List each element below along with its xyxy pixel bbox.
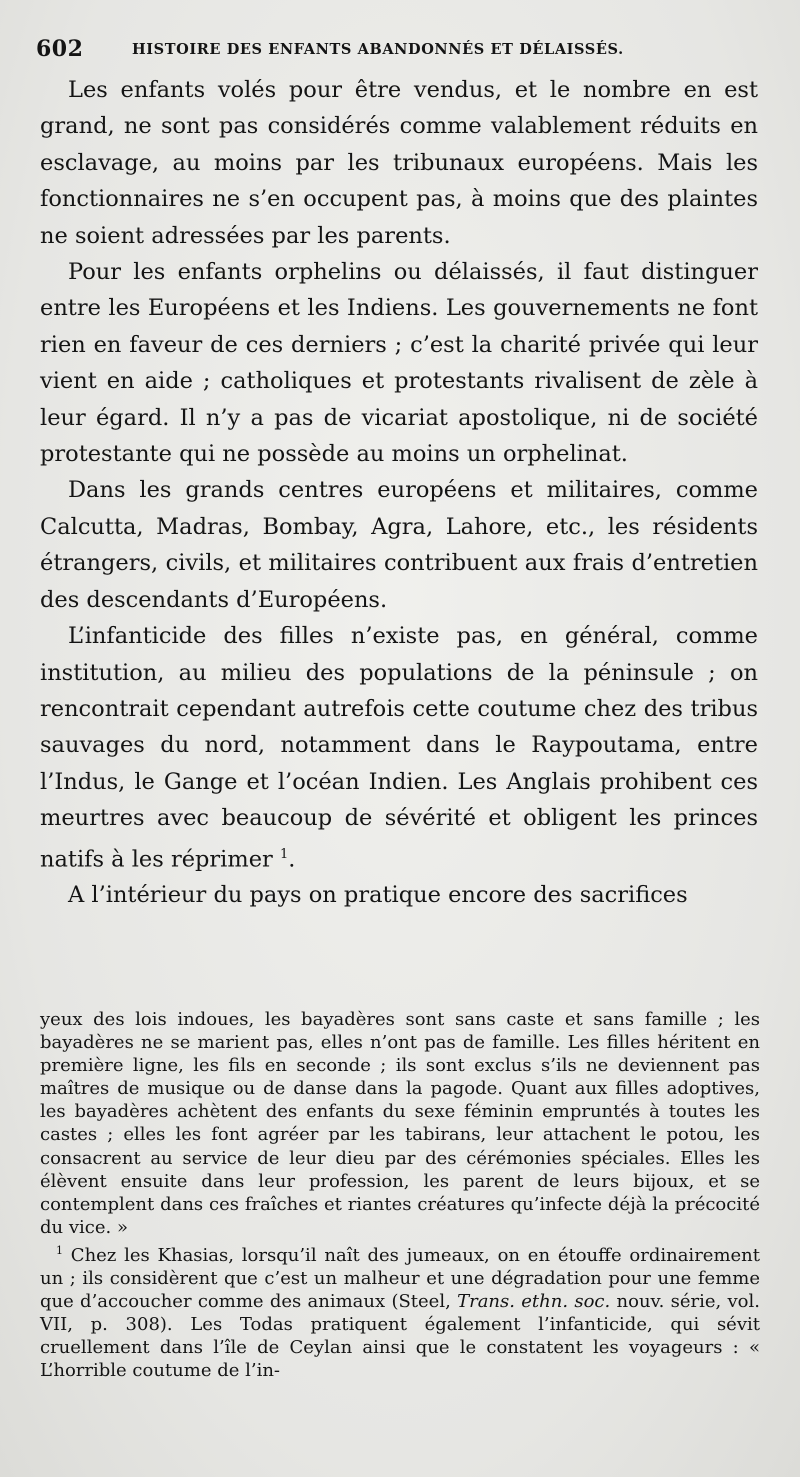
page-number: 602 xyxy=(36,36,84,62)
running-title: HISTOIRE DES ENFANTS ABANDONNÉS ET DÉLAISSÉS. xyxy=(132,41,624,58)
page-header xyxy=(36,36,766,64)
paragraph-orphans: Pour les enfants orphelins ou délaissés, il faut distinguer entre les Européens et les Indiens. Les gouvernements ne font rien en faveur de ces derniers ; c’est la charité privée qui leur vient en aide ; catholiques et protestants rivalisent de zèle à leur égard. Il n’y a pas de vicariat apostolique, ni de société protestante qui ne possède au moins un orphelinat. xyxy=(40,259,758,468)
paragraph-european-centres: Dans les grands centres européens et militaires, comme Calcutta, Madras, Bombay, Agra, Lahore, etc., les résidents étrangers, civils, et militaires contribuent aux frais d’entretien des descendants d’Européens. xyxy=(40,477,758,613)
main-text xyxy=(40,72,758,914)
footnote-reference: 1 xyxy=(279,846,289,862)
footnote-1-citation: Trans. ethn. soc. xyxy=(457,1291,611,1313)
footnote-1-text-b: nouv. série, vol. VII, p. 308). Les Todas pratiquent également l’infanticide, qui sévit cruellement dans l’île de Ceylan ainsi que le constatent les voyageurs : « L’horrible coutume de l’in- xyxy=(40,1291,760,1382)
footnote-marker: 1 xyxy=(56,1243,63,1257)
paragraph-sacrifices: A l’intérieur du pays on pratique encore des sacrifices xyxy=(68,882,688,909)
footnote-1-text-a: Chez les Khasias, lorsqu’il naît des jumeaux, on en étouffe ordinairement un ; ils considèrent que c’est un malheur et une dégradation pour une femme que d’accoucher comme des animaux (Steel, xyxy=(40,1244,760,1313)
footnote-continuation: yeux des lois indoues, les bayadères sont sans caste et sans famille ; les bayadères ne se marient pas, elles n’ont pas de famille. Les filles héritent en première ligne, les fils en seconde ; ils sont exclus s’ils ne deviennent pas maîtres de musique ou de danse dans la pagode. Quant aux filles adoptives, les bayadères achètent des enfants du sexe féminin empruntés à toutes les castes ; elles les font agréer par les tabirans, leur attachent le potou, les consacrent au service de leur dieu par des cérémonies spéciales. Elles les élèvent ensuite dans leur profession, les parent de leurs bijoux, et se contemplent dans ces fraîches et riantes créatures qu’infecte déjà la précocité du vice. » xyxy=(40,1009,760,1238)
footnote-1 xyxy=(40,1239,760,1383)
paragraph-infanticide xyxy=(40,618,758,877)
paragraph-infanticide-end: . xyxy=(288,846,296,873)
footnotes xyxy=(40,1008,760,1383)
paragraph-infanticide-text: L’infanticide des filles n’existe pas, en général, comme institution, au milieu des populations de la péninsule ; on rencontrait cependant autrefois cette coutume chez des tribus sauvages du nord, notamment dans le Raypoutama, entre l’Indus, le Gange et l’océan Indien. Les Anglais prohibent ces meurtres avec beaucoup de sévérité et obligent les princes natifs à les réprimer xyxy=(40,623,758,873)
paragraph-stolen-children: Les enfants volés pour être vendus, et le nombre en est grand, ne sont pas considérés comme valablement réduits en esclavage, au moins par les tribunaux européens. Mais les fonctionnaires ne s’en occupent pas, à moins que des plaintes ne soient adressées par les parents. xyxy=(40,77,758,249)
